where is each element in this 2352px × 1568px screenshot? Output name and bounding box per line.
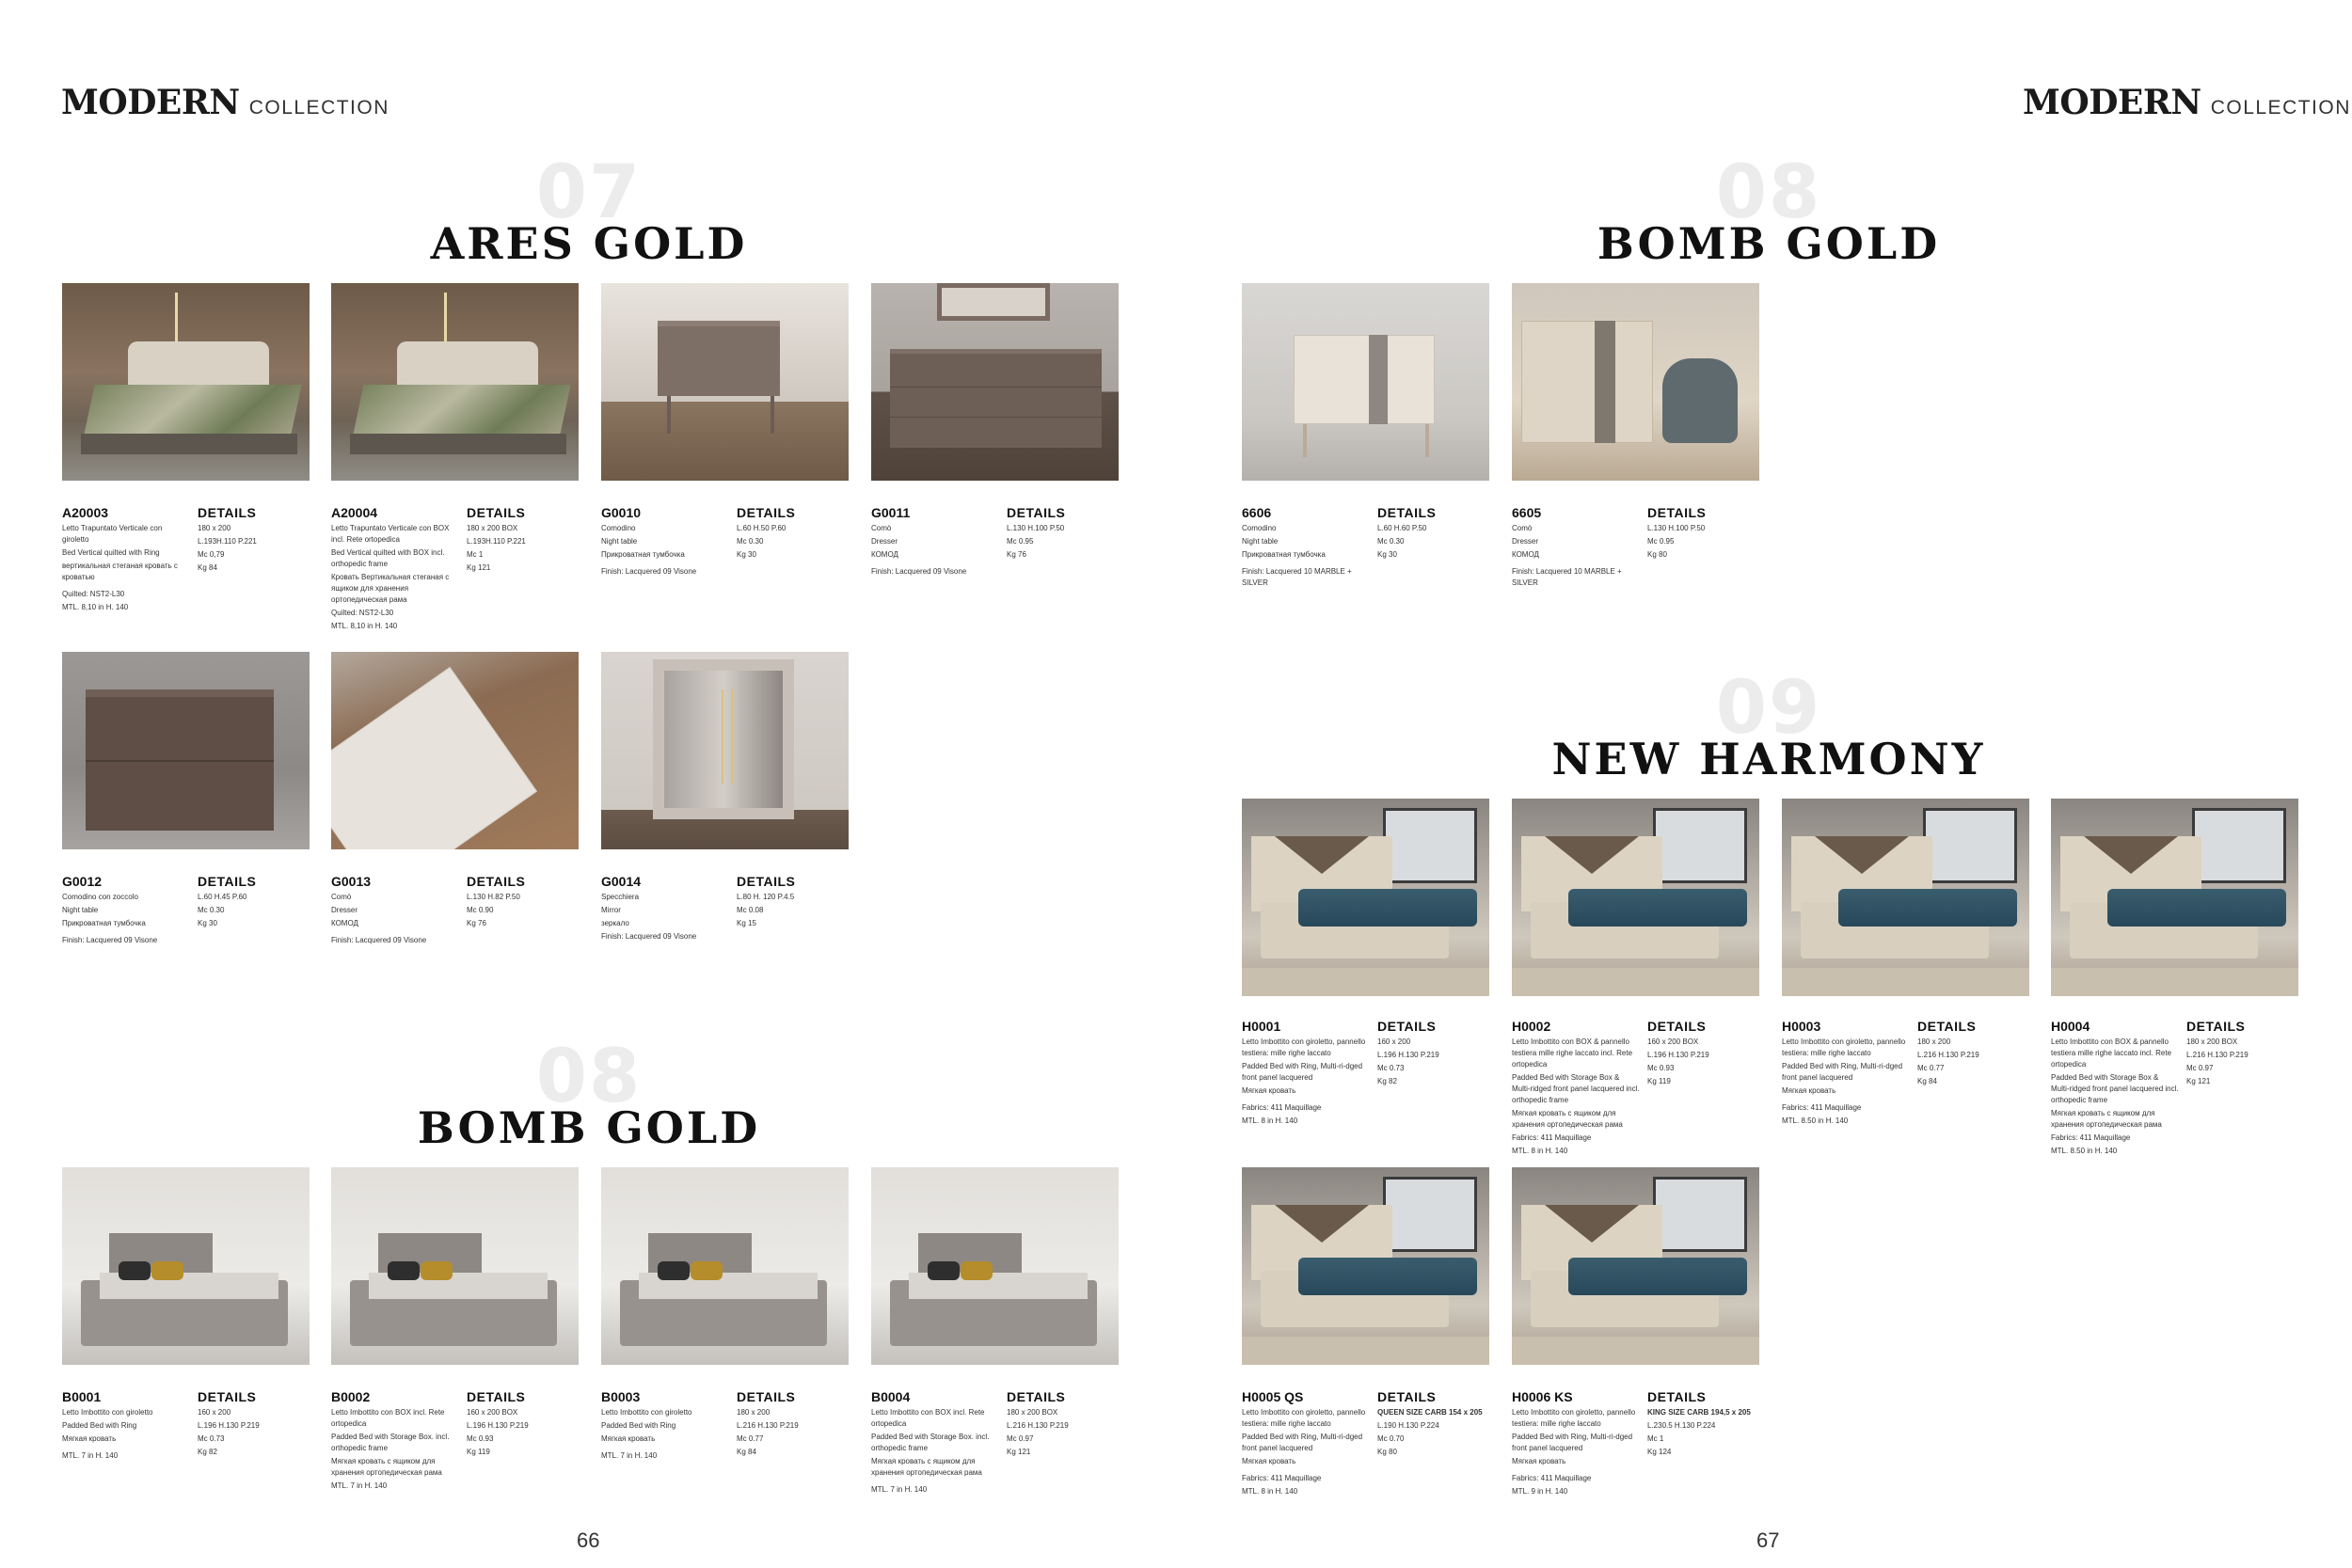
product-desc-ru: Прикроватная тумбочка [1242,550,1326,559]
product-desc-en: Padded Bed with Ring, Multi-ri-dged front panel lacquered [1782,1062,1903,1082]
spec-dims: L.216 H.130 P.219 [1917,1051,1979,1059]
product-photo [1242,799,1489,996]
product-finish: Finish: Lacquered 09 Visone [601,932,697,941]
spec-weight: Kg 76 [1007,550,1026,559]
product-desc-ru: КОМОД [331,919,358,927]
product-desc-ru: Мягкая кровать [1242,1086,1296,1095]
product-card-g0012 [62,652,310,946]
product-desc-ru: Мягкая кровать с ящиком для хранения ортопедическая рама [1512,1109,1623,1129]
product-finish: Quilted: NST2-L30 [331,609,394,617]
details-heading: DETAILS [1007,505,1066,520]
spec-weight: Kg 84 [198,563,217,572]
product-photo [871,283,1119,481]
details-heading: DETAILS [198,1389,257,1404]
product-photo [331,283,579,481]
spec-weight: Kg 80 [1377,1448,1397,1456]
product-mtl: MTL. 8 in H. 140 [1512,1147,1568,1155]
section-number-harmony: 09 [1715,666,1822,751]
spec-volume: Mc 0.93 [467,1434,494,1443]
product-card-g0014 [601,652,849,942]
details-heading: DETAILS [1377,1019,1437,1034]
details-heading: DETAILS [737,505,796,520]
product-code: G0011 [871,505,911,520]
product-mtl: MTL. 7 in H. 140 [331,1481,388,1490]
product-card-g0010 [601,283,849,578]
spec-size: KING SIZE CARB 194,5 x 205 [1647,1408,1751,1417]
spec-size: 180 x 200 BOX [467,524,518,532]
product-code: B0001 [62,1389,102,1404]
product-desc-en: Dresser [331,906,358,914]
product-mtl: MTL. 7 in H. 140 [62,1451,119,1460]
spec-dims: L.196 H.130 P.219 [467,1421,529,1430]
brand-header-left [61,83,389,122]
product-code: H0006 KS [1512,1389,1573,1404]
spec-volume: Mc 0.97 [2186,1064,2214,1072]
product-finish: Finish: Lacquered 10 MARBLE + SILVER [1512,567,1622,587]
product-code: H0005 QS [1242,1389,1304,1404]
spec-weight: Kg 84 [737,1448,756,1456]
spec-weight: Kg 119 [467,1448,490,1456]
spec-weight: Kg 30 [737,550,756,559]
product-desc-it: Letto Imbottito con giroletto, pannello testiera: mille righe laccato [1242,1037,1366,1057]
product-desc-it: Comò [1512,524,1533,532]
product-desc-ru: Мягкая кровать [62,1434,117,1443]
spec-weight: Kg 15 [737,919,756,927]
spec-weight: Kg 30 [198,919,217,927]
product-fabric: Fabrics: 411 Maquillage [2051,1133,2131,1142]
product-desc-en: Padded Bed with Storage Box & Multi-ridged front panel lacquered incl. orthopedic frame [2051,1073,2179,1104]
product-card-b0003 [601,1167,849,1462]
spec-weight: Kg 82 [198,1448,217,1456]
brand-sub: COLLECTION [2210,97,2351,119]
spec-size: QUEEN SIZE CARB 154 x 205 [1377,1408,1483,1417]
spec-dims: L.230.5 H.130 P.224 [1647,1421,1716,1430]
details-heading: DETAILS [1377,1389,1437,1404]
product-desc-ru: КОМОД [871,550,898,559]
spec-volume: Mc 0.90 [467,906,494,914]
product-card-h0004 [2051,799,2298,1157]
product-code: H0002 [1512,1019,1551,1034]
product-card-h0006 [1512,1167,1759,1497]
product-desc-it: Letto Trapuntato Verticale con giroletto [62,524,163,544]
product-desc-en: Bed Vertical quilted with BOX incl. orthopedic frame [331,548,445,568]
details-heading: DETAILS [1917,1019,1977,1034]
product-code: 6606 [1242,505,1272,520]
spec-dims: L.130 H.100 P.50 [1647,524,1706,532]
product-code: H0004 [2051,1019,2090,1034]
product-fabric: Fabrics: 411 Maquillage [1242,1474,1322,1482]
product-desc-en: Padded Bed with Storage Box. incl. orthopedic frame [331,1433,450,1452]
spec-weight: Kg 124 [1647,1448,1672,1456]
product-card-b0001 [62,1167,310,1462]
section-number-bomb-left: 08 [535,1035,643,1119]
spec-dims: L.130 H.100 P.50 [1007,524,1065,532]
product-photo [1512,283,1759,481]
product-photo [601,283,849,481]
product-card-6606 [1242,283,1489,589]
spec-volume: Mc 0.30 [737,537,764,546]
product-photo [62,283,310,481]
product-desc-en: Padded Bed with Ring [62,1421,137,1430]
product-finish: Finish: Lacquered 09 Visone [601,567,697,576]
spec-volume: Mc 0.95 [1647,537,1675,546]
product-desc-ru: вертикальная стеганая кровать с кроватью [62,562,178,581]
product-desc-en: Padded Bed with Storage Box. incl. orthopedic frame [871,1433,990,1452]
spec-volume: Mc 0.93 [1647,1064,1675,1072]
product-mtl: MTL. 9 in H. 140 [1512,1487,1568,1496]
product-desc-en: Padded Bed with Ring, Multi-ri-dged front panel lacquered [1242,1062,1363,1082]
details-heading: DETAILS [1647,505,1707,520]
product-card-6605 [1512,283,1759,589]
product-desc-it: Letto Imbottito con BOX incl. Rete ortopedica [871,1408,985,1428]
product-desc-en: Mirror [601,906,621,914]
product-photo [331,652,579,849]
details-heading: DETAILS [1647,1019,1707,1034]
spec-dims: L.60 H.50 P.60 [737,524,787,532]
product-desc-en: Night table [601,537,638,546]
product-card-a20004 [331,283,579,632]
spec-volume: Mc 0.97 [1007,1434,1034,1443]
product-finish: Finish: Lacquered 09 Visone [871,567,967,576]
product-code: B0003 [601,1389,641,1404]
spec-weight: Kg 30 [1377,550,1397,559]
product-card-h0001 [1242,799,1489,1127]
product-photo [1242,283,1489,481]
spec-weight: Kg 82 [1377,1077,1397,1085]
spec-weight: Kg 121 [2186,1077,2211,1085]
product-mtl: MTL. 8,10 in H. 140 [62,603,129,611]
product-photo [2051,799,2298,996]
product-photo [601,652,849,849]
spec-volume: Mc 0.08 [737,906,764,914]
details-heading: DETAILS [1377,505,1437,520]
product-desc-en: Padded Bed with Ring, Multi-ri-dged front panel lacquered [1512,1433,1633,1452]
spec-size: 160 x 200 [1377,1037,1411,1046]
spec-weight: Kg 76 [467,919,486,927]
spec-volume: Mc 0.95 [1007,537,1034,546]
details-heading: DETAILS [198,505,257,520]
spec-dims: L.196 H.130 P.219 [1377,1051,1439,1059]
product-desc-en: Bed Vertical quilted with Ring [62,548,160,557]
product-desc-it: Letto Imbottito con giroletto [601,1408,692,1417]
product-desc-it: Comodino [601,524,636,532]
spec-dims: L.193H.110 P.221 [198,537,257,546]
product-desc-it: Comodino con zoccolo [62,893,138,901]
spec-dims: L.60 H.60 P.50 [1377,524,1427,532]
section-title-harmony: NEW HARMONY [1551,734,1986,784]
product-desc-it: Comodino [1242,524,1277,532]
product-mtl: MTL. 8 in H. 140 [1242,1117,1298,1125]
spec-weight: Kg 121 [1007,1448,1031,1456]
product-card-h0003 [1782,799,2029,1127]
product-mtl: MTL. 7 in H. 140 [871,1485,928,1494]
product-photo [62,1167,310,1365]
product-desc-it: Letto Imbottito con giroletto, pannello testiera: mille righe laccato [1512,1408,1636,1428]
product-photo [1512,799,1759,996]
product-code: A20004 [331,505,378,520]
product-desc-en: Night table [1242,537,1279,546]
product-desc-ru: Мягкая кровать [601,1434,656,1443]
section-number-bomb-right: 08 [1715,150,1822,235]
product-desc-it: Comò [871,524,892,532]
spec-dims: L.216 H.130 P.219 [1007,1421,1069,1430]
page-number-right: 67 [1756,1528,1780,1552]
product-mtl: MTL. 7 in H. 140 [601,1451,658,1460]
spec-size: 180 x 200 BOX [2186,1037,2238,1046]
product-desc-en: Dresser [871,537,898,546]
spec-volume: Mc 0.77 [1917,1064,1945,1072]
brand-name: MODERN [61,83,240,122]
product-code: B0004 [871,1389,911,1404]
product-desc-en: Dresser [1512,537,1539,546]
product-finish: Finish: Lacquered 09 Visone [331,936,427,944]
spec-volume: Mc 0.30 [1377,537,1405,546]
product-desc-ru: Мягкая кровать [1782,1086,1836,1095]
product-desc-ru: Мягкая кровать [1242,1457,1296,1465]
product-mtl: MTL. 8.50 in H. 140 [1782,1117,1849,1125]
product-finish: Finish: Lacquered 09 Visone [62,936,158,944]
product-photo [1512,1167,1759,1365]
spec-size: 180 x 200 [198,524,231,532]
product-card-a20003 [62,283,310,613]
product-fabric: Fabrics: 411 Maquillage [1512,1133,1592,1142]
product-code: B0002 [331,1389,371,1404]
product-card-g0013 [331,652,579,946]
spec-dims: L.196 H.130 P.219 [198,1421,260,1430]
product-desc-ru: Мягкая кровать [1512,1457,1566,1465]
details-heading: DETAILS [1007,1389,1066,1404]
product-card-h0005 [1242,1167,1489,1497]
product-code: G0013 [331,874,372,889]
product-desc-ru: КОМОД [1512,550,1539,559]
product-desc-en: Padded Bed with Ring, Multi-ri-dged front panel lacquered [1242,1433,1363,1452]
product-desc-it: Letto Imbottito con BOX & pannello testiera mille righe laccato incl. Rete ortopedica [1512,1037,1633,1069]
section-title-ares: ARES GOLD [430,218,748,269]
spec-volume: Mc 0,79 [198,550,225,559]
brand-name: MODERN [2023,83,2201,122]
product-desc-it: Specchiera [601,893,640,901]
product-mtl: MTL. 8 in H. 140 [1242,1487,1298,1496]
spec-dims: L.193H.110 P.221 [467,537,526,546]
brand-header-right [2023,83,2351,122]
product-desc-en: Padded Bed with Ring [601,1421,676,1430]
spec-dims: L.190 H.130 P.224 [1377,1421,1439,1430]
product-card-b0002 [331,1167,579,1492]
details-heading: DETAILS [467,1389,526,1404]
product-card-g0011 [871,283,1119,578]
product-photo [871,1167,1119,1365]
details-heading: DETAILS [198,874,257,889]
product-code: G0014 [601,874,642,889]
product-finish: Quilted: NST2-L30 [62,590,125,598]
spec-volume: Mc 1 [467,550,484,559]
spec-volume: Mc 1 [1647,1434,1664,1443]
product-desc-ru: зеркало [601,919,629,927]
product-finish: Finish: Lacquered 10 MARBLE + SILVER [1242,567,1352,587]
spec-dims: L.60 H.45 P.60 [198,893,247,901]
spec-weight: Kg 84 [1917,1077,1937,1085]
section-title-bomb-left: BOMB GOLD [417,1102,761,1153]
product-desc-ru: Прикроватная тумбочка [62,919,146,927]
section-number-ares: 07 [535,150,643,235]
product-fabric: Fabrics: 411 Maquillage [1512,1474,1592,1482]
product-desc-ru: Мягкая кровать с ящиком для хранения ортопедическая рама [871,1457,982,1477]
page-number-left: 66 [577,1528,600,1552]
spec-weight: Kg 80 [1647,550,1667,559]
product-desc-it: Comò [331,893,352,901]
section-title-bomb-right: BOMB GOLD [1597,218,1941,269]
product-photo [601,1167,849,1365]
product-desc-it: Letto Imbottito con BOX & pannello testiera mille righe laccato incl. Rete ortopedica [2051,1037,2172,1069]
product-photo [62,652,310,849]
spec-size: 180 x 200 [1917,1037,1951,1046]
spec-dims: L.196 H.130 P.219 [1647,1051,1709,1059]
spec-size: 180 x 200 [737,1408,771,1417]
details-heading: DETAILS [737,874,796,889]
details-heading: DETAILS [1647,1389,1707,1404]
product-fabric: Fabrics: 411 Maquillage [1242,1103,1322,1112]
product-desc-it: Letto Imbottito con giroletto, pannello testiera: mille righe laccato [1242,1408,1366,1428]
product-desc-it: Letto Imbottito con BOX incl. Rete ortopedica [331,1408,445,1428]
product-code: 6605 [1512,505,1542,520]
spec-dims: L.80 H. 120 P.4.5 [737,893,795,901]
details-heading: DETAILS [737,1389,796,1404]
spec-volume: Mc 0.70 [1377,1434,1405,1443]
product-card-h0002 [1512,799,1759,1157]
spec-weight: Kg 121 [467,563,491,572]
details-heading: DETAILS [467,505,526,520]
spec-size: 160 x 200 BOX [467,1408,518,1417]
details-heading: DETAILS [467,874,526,889]
product-code: G0010 [601,505,642,520]
product-photo [1782,799,2029,996]
spec-size: 160 x 200 BOX [1647,1037,1699,1046]
product-desc-ru: Прикроватная тумбочка [601,550,685,559]
product-desc-it: Letto Imbottito con giroletto [62,1408,153,1417]
product-card-b0004 [871,1167,1119,1496]
spec-size: 160 x 200 [198,1408,231,1417]
spec-volume: Mc 0.30 [198,906,225,914]
product-code: G0012 [62,874,103,889]
product-photo [331,1167,579,1365]
product-fabric: Fabrics: 411 Maquillage [1782,1103,1862,1112]
product-desc-ru: Кровать Вертикальная стеганая с ящиком для хранения ортопедическая рама [331,573,450,604]
product-code: H0003 [1782,1019,1821,1034]
spec-dims: L.130 H.82 P.50 [467,893,520,901]
spec-dims: L.216 H.130 P.219 [737,1421,799,1430]
product-desc-en: Night table [62,906,99,914]
product-mtl: MTL. 8,10 in H. 140 [331,622,398,630]
product-desc-ru: Мягкая кровать с ящиком для хранения ортопедическая рама [331,1457,442,1477]
brand-sub: COLLECTION [248,97,389,119]
spec-weight: Kg 119 [1647,1077,1671,1085]
product-desc-ru: Мягкая кровать с ящиком для хранения ортопедическая рама [2051,1109,2162,1129]
product-code: A20003 [62,505,109,520]
product-desc-it: Letto Imbottito con giroletto, pannello testiera: mille righe laccato [1782,1037,1906,1057]
product-desc-en: Padded Bed with Storage Box & Multi-ridged front panel lacquered incl. orthopedic frame [1512,1073,1640,1104]
product-mtl: MTL. 8.50 in H. 140 [2051,1147,2118,1155]
spec-size: 180 x 200 BOX [1007,1408,1058,1417]
spec-volume: Mc 0.77 [737,1434,764,1443]
spec-volume: Mc 0.73 [1377,1064,1405,1072]
details-heading: DETAILS [2186,1019,2246,1034]
spec-volume: Mc 0.73 [198,1434,225,1443]
product-code: H0001 [1242,1019,1281,1034]
spec-dims: L.216 H.130 P.219 [2186,1051,2249,1059]
product-desc-it: Letto Trapuntato Verticale con BOX incl. Rete ortopedica [331,524,450,544]
product-photo [1242,1167,1489,1365]
